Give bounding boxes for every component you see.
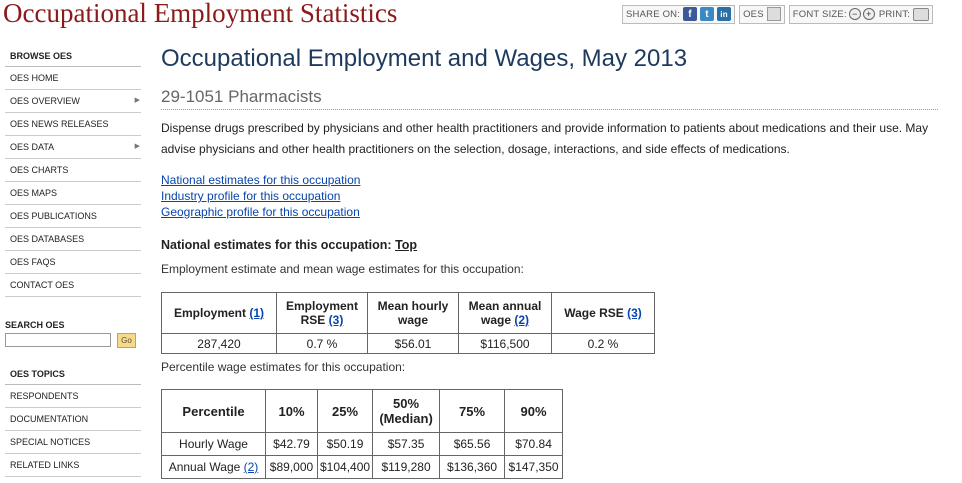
- sidebar-item-label: SPECIAL NOTICES: [10, 437, 91, 447]
- sidebar-item-label: OES NEWS RELEASES: [10, 119, 109, 129]
- linkedin-icon[interactable]: in: [717, 7, 731, 21]
- sidebar-item-oes-overview[interactable]: [5, 90, 141, 113]
- occupation-description: Dispense drugs prescribed by physicians and other health practitioners and provide information to patients about medications and their use. May advise physicians and other health practitioners on the selection, dosage, interactions, and side effects of medications.: [161, 121, 929, 156]
- footnote-link[interactable]: (2): [514, 313, 530, 327]
- rss-label: OES: [743, 8, 764, 20]
- employment-header-cell: [277, 293, 368, 334]
- sidebar-item-label: OES FAQS: [10, 257, 56, 267]
- employment-cell: $116,500: [459, 334, 552, 354]
- twitter-icon[interactable]: t: [700, 7, 714, 21]
- toolbar: [622, 5, 937, 23]
- employment-cell: 287,420: [162, 334, 277, 354]
- national-estimates-heading-text: National estimates for this occupation:: [161, 238, 392, 252]
- font-decrease-icon[interactable]: −: [849, 8, 861, 20]
- sidebar-item-oes-home[interactable]: [5, 67, 141, 90]
- percentile-cell: $50.19: [318, 433, 373, 456]
- print-icon[interactable]: [913, 8, 929, 21]
- footnote-link[interactable]: (3): [328, 313, 344, 327]
- sidebar-topics: [5, 362, 141, 477]
- percentile-cell: $119,280: [373, 456, 440, 479]
- employment-data-row: [162, 334, 655, 354]
- font-size-label: FONT SIZE:: [792, 8, 847, 20]
- percentile-header-cell: 10%: [266, 390, 318, 433]
- search-input[interactable]: [5, 333, 111, 347]
- percentile-header-cell: 50% (Median): [373, 390, 440, 433]
- sidebar-item-label: OES PUBLICATIONS: [10, 211, 97, 221]
- sidebar-item-label: OES DATA: [10, 142, 55, 152]
- sidebar-item-oes-news-releases[interactable]: [5, 113, 141, 136]
- sidebar-item-oes-data[interactable]: [5, 136, 141, 159]
- search-heading: SEARCH OES: [5, 320, 65, 330]
- percentile-header-cell: 75%: [440, 390, 505, 433]
- sidebar-item-label: OES MAPS: [10, 188, 58, 198]
- employment-cell: $56.01: [368, 334, 459, 354]
- national-estimates-heading: [161, 238, 417, 252]
- sidebar-browse: [5, 44, 141, 297]
- site-title[interactable]: Occupational Employment Statistics: [3, 0, 398, 28]
- footnote-link[interactable]: (2): [243, 460, 259, 474]
- employment-header-cell: [459, 293, 552, 334]
- percentile-row: [162, 433, 563, 456]
- header-text: Mean hourly wage: [377, 299, 449, 327]
- percentile-row-label: [162, 456, 266, 479]
- sidebar-item-label: DOCUMENTATION: [10, 414, 89, 424]
- percentile-cell: $147,350: [505, 456, 563, 479]
- font-increase-icon[interactable]: +: [863, 8, 875, 20]
- sidebar-item-label: RESPONDENTS: [10, 391, 79, 401]
- employment-header-cell: [552, 293, 655, 334]
- sidebar-topic-respondents[interactable]: [5, 385, 141, 408]
- occupation-title: 29-1051 Pharmacists: [161, 87, 938, 110]
- row-label-text: Hourly Wage: [179, 437, 248, 451]
- sidebar-item-label: CONTACT OES: [10, 280, 75, 290]
- sidebar-topic-documentation[interactable]: [5, 408, 141, 431]
- sidebar-item-oes-maps[interactable]: [5, 182, 141, 205]
- percentile-cell: $42.79: [266, 433, 318, 456]
- arrow-right-icon: ▶: [134, 97, 140, 104]
- footnote-link[interactable]: (1): [249, 306, 265, 320]
- sidebar-item-oes-charts[interactable]: [5, 159, 141, 182]
- page-title: Occupational Employment and Wages, May 2013: [161, 45, 688, 72]
- topics-heading: OES TOPICS: [5, 362, 141, 385]
- row-label-text: Annual Wage: [168, 460, 241, 474]
- percentile-cell: $57.35: [373, 433, 440, 456]
- header-text: Mean annual wage: [468, 299, 542, 327]
- percentile-cell: $70.84: [505, 433, 563, 456]
- sidebar-item-contact-oes[interactable]: [5, 274, 141, 297]
- print-label: PRINT:: [878, 8, 911, 20]
- topics-list: [5, 385, 141, 477]
- percentile-header-cell: 25%: [318, 390, 373, 433]
- header-text: Employment: [173, 306, 246, 320]
- employment-header-row: [162, 293, 655, 334]
- percentile-table: [161, 389, 563, 479]
- employment-header-cell: [162, 293, 277, 334]
- percentile-cell: $136,360: [440, 456, 505, 479]
- employment-header-cell: [368, 293, 459, 334]
- percentile-subtitle: Percentile wage estimates for this occupation:: [161, 360, 406, 374]
- sidebar-topic-special-notices[interactable]: [5, 431, 141, 454]
- profile-links: [161, 172, 360, 220]
- top-link[interactable]: Top: [395, 238, 418, 252]
- sidebar-topic-related-links[interactable]: [5, 454, 141, 477]
- footnote-link[interactable]: (3): [627, 306, 642, 320]
- sidebar-item-oes-faqs[interactable]: [5, 251, 141, 274]
- employment-cell: 0.2 %: [552, 334, 655, 354]
- browse-heading: BROWSE OES: [5, 44, 141, 67]
- font-size-box: [789, 5, 933, 24]
- percentile-body: [162, 433, 563, 479]
- geographic-profile-link[interactable]: Geographic profile for this occupation: [161, 205, 360, 219]
- sidebar-item-label: OES OVERVIEW: [10, 96, 80, 106]
- header-text: Wage RSE: [564, 306, 624, 320]
- facebook-icon[interactable]: f: [683, 7, 697, 21]
- arrow-right-icon: ▶: [134, 143, 140, 150]
- percentile-header-cell: Percentile: [162, 390, 266, 433]
- header-text: Employment RSE: [285, 299, 358, 327]
- browse-list: [5, 67, 141, 297]
- share-label: SHARE ON:: [626, 8, 681, 20]
- percentile-row-label: [162, 433, 266, 456]
- sidebar-item-oes-databases[interactable]: [5, 228, 141, 251]
- industry-profile-link[interactable]: Industry profile for this occupation: [161, 189, 341, 203]
- share-box: [622, 5, 735, 24]
- sidebar-item-label: OES CHARTS: [10, 165, 69, 175]
- percentile-cell: $104,400: [318, 456, 373, 479]
- percentile-header-cell: 90%: [505, 390, 563, 433]
- sidebar-item-oes-publications[interactable]: [5, 205, 141, 228]
- employment-cell: 0.7 %: [277, 334, 368, 354]
- national-estimates-link[interactable]: National estimates for this occupation: [161, 173, 361, 187]
- sidebar-item-label: OES DATABASES: [10, 234, 85, 244]
- search-go-button[interactable]: Go: [117, 333, 136, 348]
- percentile-row: [162, 456, 563, 479]
- rss-box[interactable]: [739, 5, 785, 24]
- sidebar-item-label: OES HOME: [10, 73, 59, 83]
- percentile-cell: $65.56: [440, 433, 505, 456]
- percentile-cell: $89,000: [266, 456, 318, 479]
- sidebar-item-label: RELATED LINKS: [10, 460, 80, 470]
- national-estimates-subtitle: Employment estimate and mean wage estimates for this occupation:: [161, 262, 524, 276]
- rss-icon[interactable]: [767, 7, 781, 21]
- percentile-header-row: [162, 390, 563, 433]
- employment-table: [161, 292, 655, 354]
